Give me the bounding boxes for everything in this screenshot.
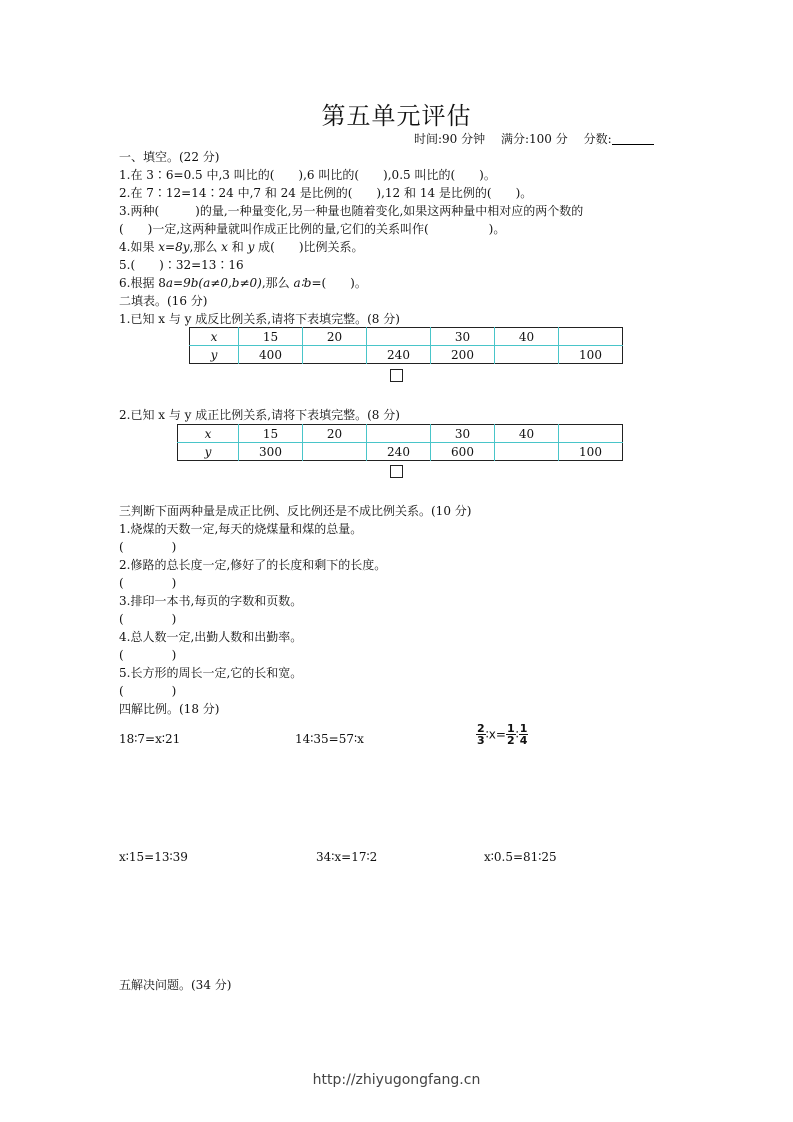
table-cell[interactable] <box>495 346 559 364</box>
proportion-4: x∶15=13∶39 <box>119 850 188 864</box>
section-5-heading: 五解决问题。(34 分) <box>119 978 232 992</box>
proportion-2: 14∶35=57∶x <box>295 732 364 746</box>
table-cell[interactable]: 20 <box>303 328 367 346</box>
proportion-5: 34∶x=17∶2 <box>316 850 378 864</box>
proportion-1: 18∶7=x∶21 <box>119 732 181 746</box>
table-cell[interactable] <box>559 425 623 443</box>
s3-answer-4[interactable]: ( ) <box>119 648 177 662</box>
section-4-heading: 四解比例。(18 分) <box>119 702 220 716</box>
inverse-proportion-table <box>189 327 623 364</box>
fraction: $\frac{1}{2}$ <box>506 722 515 747</box>
table-cell[interactable]: 15 <box>239 328 303 346</box>
s2-question-2: 2.已知 x 与 y 成正比例关系,请将下表填完整。(8 分) <box>119 408 400 422</box>
table-cell[interactable] <box>303 443 367 461</box>
table-cell[interactable] <box>367 425 431 443</box>
table-cell[interactable]: 40 <box>495 328 559 346</box>
s1-question-6: 6.根据 8a=9b(a≠0,b≠0),那么 a∶b=( )。 <box>119 276 367 290</box>
direct-proportion-table <box>177 424 623 461</box>
table-row-x <box>190 328 623 346</box>
table-cell[interactable]: 100 <box>559 443 623 461</box>
proportion-3: $\frac{2}{3}$ ∶x= $\frac{1}{2}$ ∶ $\frac{1}{4}$ <box>477 722 528 747</box>
section-1-heading: 一、填空。(22 分) <box>119 150 220 164</box>
table-cell: y <box>178 443 239 461</box>
section-3-heading: 三判断下面两种量是成正比例、反比例还是不成比例关系。(10 分) <box>119 504 472 518</box>
s3-answer-1[interactable]: ( ) <box>119 540 177 554</box>
s1-question-2: 2.在 7∶12=14∶24 中,7 和 24 是比例的( ),12 和 14 是比例的( )。 <box>119 186 533 200</box>
s1-question-1: 1.在 3∶6=0.5 中,3 叫比的( ),6 叫比的( ),0.5 叫比的( )。 <box>119 168 496 182</box>
table-cell[interactable]: 200 <box>431 346 495 364</box>
fraction: $\frac{1}{4}$ <box>519 722 528 747</box>
table-row-y <box>190 346 623 364</box>
score-label: 分数: <box>583 132 612 146</box>
table-cell[interactable]: 40 <box>495 425 559 443</box>
table-cell[interactable] <box>495 443 559 461</box>
proportion-6: x∶0.5=81∶25 <box>484 850 557 864</box>
table-cell[interactable] <box>303 346 367 364</box>
page-title: 第五单元评估 <box>321 102 472 130</box>
footer-url: http://zhiyugongfang.cn <box>312 1072 481 1088</box>
s3-item-4: 4.总人数一定,出勤人数和出勤率。 <box>119 630 303 644</box>
table-cell[interactable] <box>559 328 623 346</box>
s3-item-2: 2.修路的总长度一定,修好了的长度和剩下的长度。 <box>119 558 387 572</box>
s3-item-3: 3.排印一本书,每页的字数和页数。 <box>119 594 303 608</box>
s2-question-1: 1.已知 x 与 y 成反比例关系,请将下表填完整。(8 分) <box>119 312 400 326</box>
s3-answer-3[interactable]: ( ) <box>119 612 177 626</box>
full-score-label: 满分:100 分 <box>500 132 568 146</box>
table-row-y <box>178 443 623 461</box>
table-cell[interactable] <box>367 328 431 346</box>
table-cell[interactable]: 30 <box>431 425 495 443</box>
table-cell: x <box>178 425 239 443</box>
placeholder-box <box>390 465 403 478</box>
table-cell[interactable]: 240 <box>367 346 431 364</box>
table-cell[interactable]: 300 <box>239 443 303 461</box>
s3-answer-5[interactable]: ( ) <box>119 684 177 698</box>
score-blank <box>612 132 654 145</box>
table-cell[interactable]: 20 <box>303 425 367 443</box>
s1-question-3b: ( )一定,这两种量就叫作成正比例的量,它们的关系叫作( )。 <box>119 222 506 236</box>
table-cell: y <box>190 346 239 364</box>
time-label: 时间:90 分钟 <box>414 132 486 146</box>
fraction: $\frac{2}{3}$ <box>477 722 485 747</box>
s1-question-4: 4.如果 x=8y,那么 x 和 y 成( )比例关系。 <box>119 240 364 254</box>
section-2-heading: 二填表。(16 分) <box>119 294 208 308</box>
s3-answer-2[interactable]: ( ) <box>119 576 177 590</box>
exam-meta <box>414 130 666 147</box>
table-cell[interactable]: 30 <box>431 328 495 346</box>
table-cell[interactable]: 240 <box>367 443 431 461</box>
s3-item-1: 1.烧煤的天数一定,每天的烧煤量和煤的总量。 <box>119 522 363 536</box>
table-cell[interactable]: 400 <box>239 346 303 364</box>
table-cell[interactable]: 15 <box>239 425 303 443</box>
table-cell[interactable]: 600 <box>431 443 495 461</box>
table-cell: x <box>190 328 239 346</box>
table-cell[interactable]: 100 <box>559 346 623 364</box>
s3-item-5: 5.长方形的周长一定,它的长和宽。 <box>119 666 303 680</box>
placeholder-box <box>390 369 403 382</box>
s1-question-3a: 3.两种( )的量,一种量变化,另一种量也随着变化,如果这两种量中相对应的两个数的 <box>119 204 584 218</box>
table-row-x <box>178 425 623 443</box>
s1-question-5: 5.( )∶32=13∶16 <box>119 258 244 272</box>
